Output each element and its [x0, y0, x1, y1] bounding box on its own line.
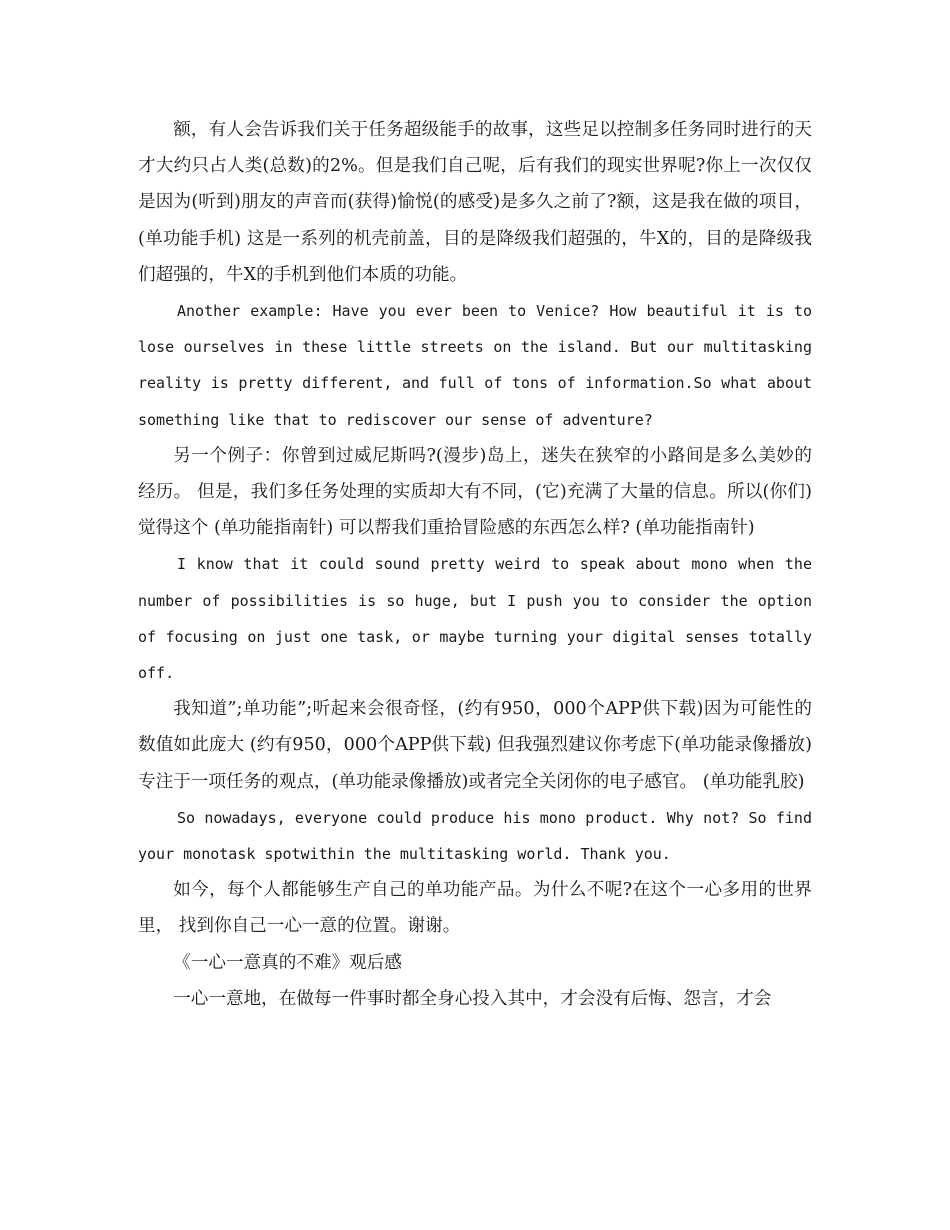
- paragraph-zh-2: 另一个例子：你曾到过威尼斯吗?(漫步)岛上，迷失在狭窄的小路间是多么美妙的经历。 但是，我们多任务处理的实质却大有不同，(它)充满了大量的信息。所以(你们)觉得这个 (单功能指南针) 可以帮我们重拾冒险感的东西怎么样? (单功能指南针): [138, 445, 812, 539]
- paragraph-en-2: I know that it could sound pretty weird to speak about mono when the number of possibilities is so huge, but I push you to consider the option of focusing on just one task, or maybe turning your digital senses totally off.: [138, 555, 812, 683]
- paragraph-zh-5: 一心一意地，在做每一件事时都全身心投入其中，才会没有后悔、怨言，才会: [173, 988, 772, 1009]
- document-page: [138, 112, 812, 1017]
- paragraph-zh-3: 我知道”;单功能”;听起来会很奇怪，(约有950，000个APP供下载)因为可能性的数值如此庞大 (约有950，000个APP供下载) 但我强烈建议你考虑下(单功能录像播放)专注于一项任务的观点，(单功能录像播放)或者完全关闭你的电子感官。 (单功能乳胶): [138, 699, 812, 792]
- section-heading: 《一心一意真的不难》观后感: [173, 952, 402, 973]
- paragraph-zh-4: 如今，每个人都能够生产自己的单功能产品。为什么不呢?在这个一心多用的世界里， 找到你自己一心一意的位置。谢谢。: [138, 880, 812, 937]
- paragraph-en-1: Another example: Have you ever been to Venice? How beautiful it is to lose ourselves in these little streets on the island. But our multitasking reality is pretty different, and full of tons of information.So what about something like that to rediscover our sense of adventure?: [138, 302, 812, 429]
- paragraph-en-3: So nowadays, everyone could produce his mono product. Why not? So find your monotask spotwithin the multitasking world. Thank you.: [138, 808, 812, 864]
- paragraph-zh-1: 额，有人会告诉我们关于任务超级能手的故事，这些足以控制多任务同时进行的天才大约只占人类(总数)的2%。但是我们自己呢，后有我们的现实世界呢?你上一次仅仅是因为(听到)朋友的声音而(获得)愉悦(的感受)是多久之前了?额，这是我在做的项目，(单功能手机) 这是一系列的机壳前盖，目的是降级我们超强的，牛X的，目的是降级我们超强的，牛X的手机到他们本质的功能。: [138, 120, 812, 285]
